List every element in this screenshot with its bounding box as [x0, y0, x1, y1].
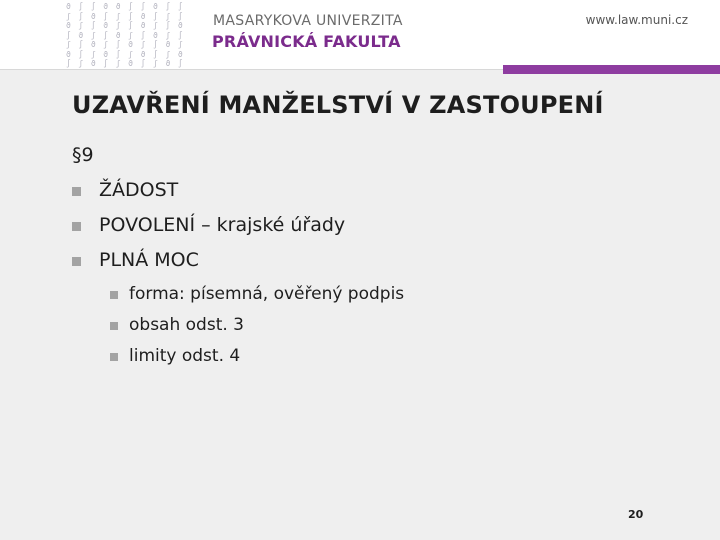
section-reference	[72, 141, 672, 176]
square-bullet-icon	[72, 222, 81, 231]
square-bullet-icon	[110, 291, 118, 299]
list-item-text: ŽÁDOST	[99, 179, 179, 201]
accent-bar	[503, 65, 720, 74]
slide-content	[72, 141, 672, 374]
sub-list-item-text: obsah odst. 3	[129, 315, 244, 335]
list-item	[72, 246, 672, 281]
sub-list-item	[72, 281, 672, 312]
list-item	[72, 176, 672, 211]
square-bullet-icon	[72, 257, 81, 266]
faculty-name: PRÁVNICKÁ FAKULTA	[212, 32, 401, 51]
square-bullet-icon	[72, 187, 81, 196]
section-reference-text: §9	[72, 144, 94, 166]
square-bullet-icon	[110, 322, 118, 330]
slide-header	[0, 0, 720, 70]
sub-list-item-text: forma: písemná, ověřený podpis	[129, 284, 405, 304]
list-item	[72, 211, 672, 246]
sub-list-item-text: limity odst. 4	[129, 346, 241, 366]
list-item-text: PLNÁ MOC	[99, 249, 199, 271]
university-name: MASARYKOVA UNIVERZITA	[213, 13, 403, 29]
sub-list-item	[72, 312, 672, 343]
square-bullet-icon	[110, 353, 118, 361]
faculty-url: www.law.muni.cz	[585, 13, 688, 27]
sub-list-item	[72, 343, 672, 374]
slide-title: UZAVŘENÍ MANŽELSTVÍ V ZASTOUPENÍ	[72, 91, 604, 119]
list-item-text: POVOLENÍ – krajské úřady	[99, 214, 346, 236]
page-number: 20	[628, 508, 644, 521]
university-logo-pattern: ϑ ∫ ∫ ϑ ϑ ∫ ∫ ϑ ∫ ∫ ʃ ∫ ϑ ∫ ʃ ∫ ϑ ∫ ʃ ∫ ϑ ʃ ∫ ϑ ʃ ∫ ϑ ʃ ∫ ϑ ∫ ϑ ʃ ∫ ϑ ʃ ∫ ϑ ʃ ∫ ʃ ∫ ϑ ʃ ∫ ϑ ʃ ∫ ϑ ʃ ϑ ∫ ʃ ϑ ∫ ʃ ϑ ∫ ʃ ϑ ∫ ʃ ϑ ∫ ʃ ϑ ∫ ʃ ϑ ∫	[66, 2, 184, 68]
